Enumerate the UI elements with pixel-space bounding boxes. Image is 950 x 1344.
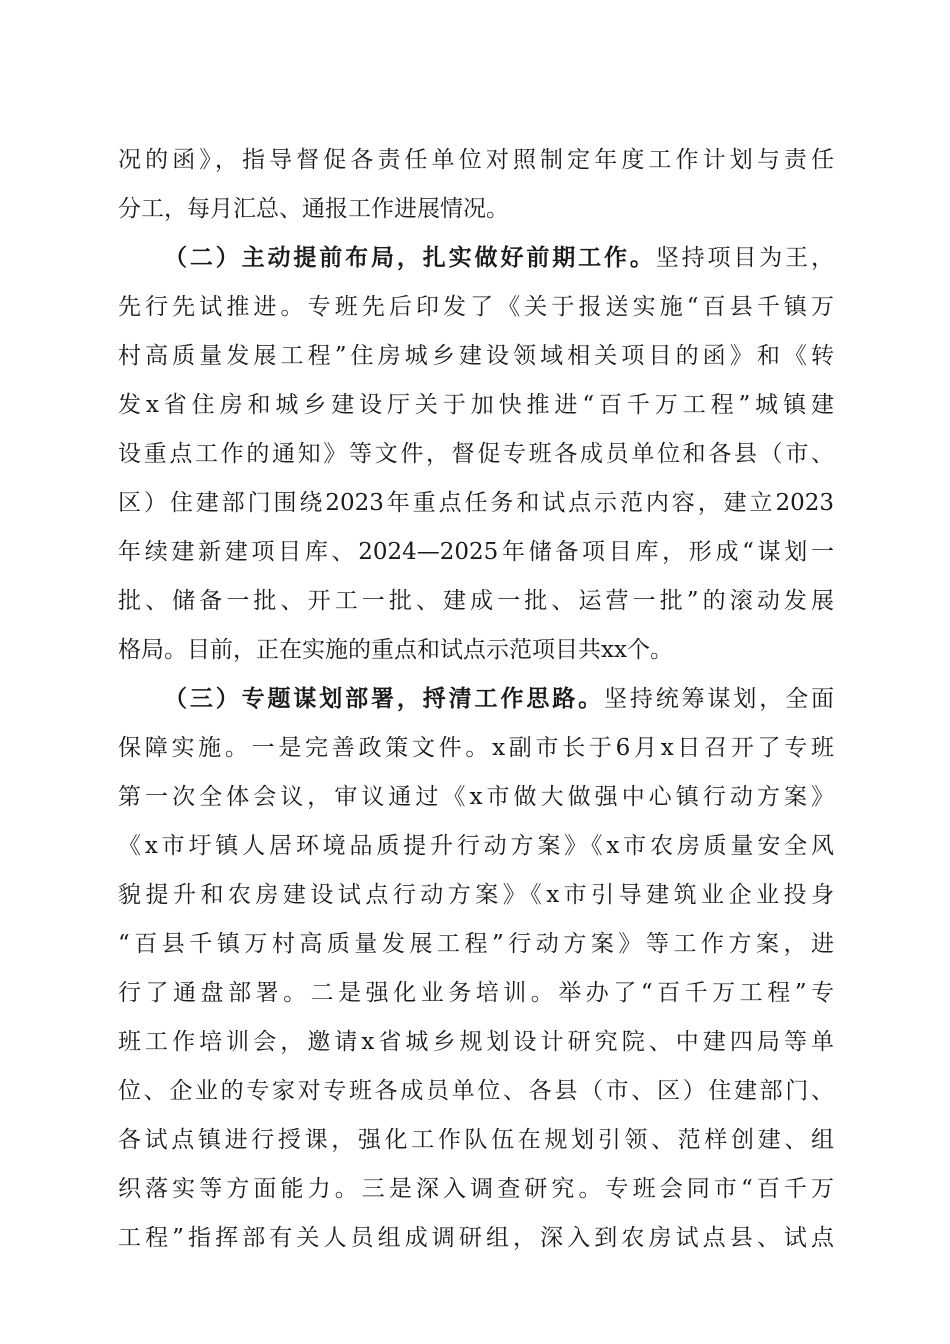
text-line: 格局。目前，正在实施的重点和试点示范项目共xx个。 [118,637,673,663]
text-line: 批、储备一批、开工一批、建成一批、运营一批”的滚动发展 [118,588,834,614]
text-line: 班工作培训会，邀请x省城乡规划设计研究院、中建四局等单 [118,1029,834,1055]
text-line: 年续建新建项目库、2024—2025年储备项目库，形成“谋划一 [118,539,834,565]
text-line: 行了通盘部署。二是强化业务培训。举办了“百千万工程”专 [118,980,834,1006]
text-line: 工程”指挥部有关人员组成调研组，深入到农房试点县、试点 [118,1225,834,1251]
text-line: 位、企业的专家对专班各成员单位、各县（市、区）住建部门、 [118,1078,834,1104]
text-line: 织落实等方面能力。三是深入调查研究。专班会同市“百千万 [118,1176,834,1202]
section-2-heading: （二）主动提前布局，扎实做好前期工作。 [164,244,656,271]
text-line: 保障实施。一是完善政策文件。x副市长于6月x日召开了专班 [118,735,834,761]
text-line: 《x市圩镇人居环境品质提升行动方案》《x市农房质量安全风 [118,833,834,859]
section-2-first-line [164,238,834,278]
text-line: “百县千镇万村高质量发展工程”行动方案》等工作方案，进 [118,931,834,957]
text-line: 区）住建部门围绕2023年重点任务和试点示范内容，建立2023 [118,490,834,516]
text-line: 村高质量发展工程”住房城乡建设领域相关项目的函》和《转 [118,343,834,369]
text-line: 先行先试推进。专班先后印发了《关于报送实施“百县千镇万 [118,294,834,320]
section-3-lead: 坚持统筹谋划，全面 [603,686,834,712]
text-line: 发x省住房和城乡建设厅关于加快推进“百千万工程”城镇建 [118,392,834,418]
text-line: 况的函》，指导督促各责任单位对照制定年度工作计划与责任 [118,147,834,173]
section-3-first-line [164,679,834,719]
text-line: 貌提升和农房建设试点行动方案》《x市引导建筑业企业投身 [118,882,834,908]
text-line: 各试点镇进行授课，强化工作队伍在规划引领、范样创建、组 [118,1127,834,1153]
section-2-lead: 坚持项目为王， [655,245,834,271]
text-line: 分工，每月汇总、通报工作进展情况。 [118,196,509,222]
text-line: 第一次全体会议，审议通过《x市做大做强中心镇行动方案》 [118,784,834,810]
text-line: 设重点工作的通知》等文件，督促专班各成员单位和各县（市、 [118,441,834,467]
section-3-heading: （三）专题谋划部署，捋清工作思路。 [164,685,604,712]
